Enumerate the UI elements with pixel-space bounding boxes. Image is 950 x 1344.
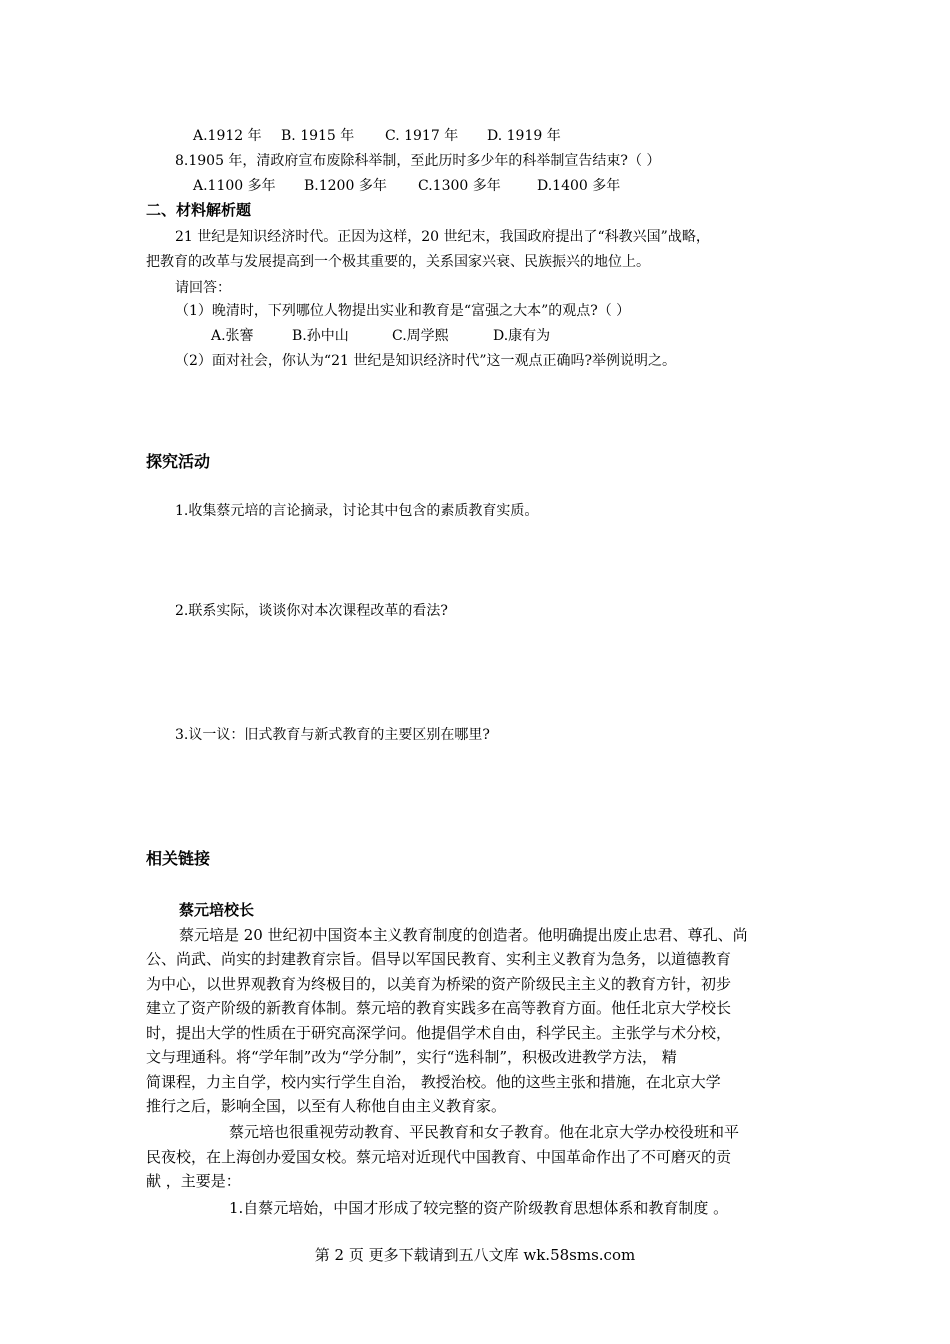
q7-option-a: A.1912 年 (193, 128, 262, 144)
links-line-12: 1.自蔡元培始，中国才形成了较完整的资产阶级教育思想体系和教育制度 。 (229, 1199, 729, 1217)
q7-option-c: C. 1917 年 (385, 128, 459, 144)
q8-option-c: C.1300 多年 (418, 178, 501, 194)
links-line-9: 蔡元培也很重视劳动教育、平民教育和女子教育。他在北京大学办校役班和平 (229, 1123, 740, 1141)
q8-option-d: D.1400 多年 (537, 178, 621, 194)
links-line-4: 建立了资产阶级的新教育体制。蔡元培的教育实践多在高等教育方面。他任北京大学校长 (146, 999, 732, 1017)
links-line-2: 公、尚武、尚实的封建教育宗旨。倡导以军国民教育、实利主义教育为急务，以道德教育 (146, 950, 732, 968)
q8-option-a: A.1100 多年 (193, 178, 276, 194)
sub1-option-b: B.孙中山 (292, 328, 349, 344)
section2-title: 二、材料解析题 (146, 201, 252, 219)
q8-stem: 8.1905 年，清政府宣布废除科举制，至此历时多少年的科举制宣告结束?（ ） (175, 153, 661, 169)
links-line-1: 蔡元培是 20 世纪初中国资本主义教育制度的创造者。他明确提出废止忠君、尊孔、尚 (179, 926, 748, 944)
links-subtitle: 蔡元培校长 (179, 901, 255, 919)
q8-options (193, 177, 620, 195)
explore-item-2: 2.联系实际，谈谈你对本次课程改革的看法? (175, 603, 448, 619)
explore-title: 探究活动 (146, 452, 211, 471)
links-title: 相关链接 (146, 849, 211, 868)
section2-material-line1: 21 世纪是知识经济时代。正因为这样，20 世纪末，我国政府提出了“科教兴国”战略， (175, 229, 710, 245)
sub1-option-d: D.康有为 (493, 328, 551, 344)
sub1-option-c: C.周学熙 (392, 328, 449, 344)
q8-option-b: B.1200 多年 (304, 178, 387, 194)
links-line-3: 为中心，以世界观教育为终极目的，以美育为桥梁的资产阶级民主主义的教育方针，初步 (146, 975, 732, 993)
explore-item-1: 1.收集蔡元培的言论摘录，讨论其中包含的素质教育实质。 (175, 503, 539, 519)
section2-material-line2: 把教育的改革与发展提高到一个极其重要的，关系国家兴衰、民族振兴的地位上。 (146, 254, 650, 270)
section2-prompt: 请回答： (175, 280, 231, 296)
links-line-11: 献 ，主要是： (146, 1172, 241, 1190)
explore-item-3: 3.议一议：旧式教育与新式教育的主要区别在哪里? (175, 727, 490, 743)
links-line-6: 文与理通科。将“学年制”改为“学分制”，实行“选科制”，积极改进教学方法， 精 (146, 1048, 677, 1066)
q7-option-b: B. 1915 年 (281, 128, 355, 144)
section2-sub2: （2）面对社会，你认为“21 世纪是知识经济时代”这一观点正确吗?举例说明之。 (175, 353, 676, 369)
section2-sub1-options (211, 327, 550, 345)
section2-sub1: （1）晚清时，下列哪位人物提出实业和教育是“富强之大本”的观点?（ ） (175, 303, 631, 319)
q7-option-d: D. 1919 年 (487, 128, 561, 144)
links-line-7: 简课程，力主自学，校内实行学生自治， 教授治校。他的这些主张和措施，在北京大学 (146, 1073, 721, 1091)
page-footer: 第 2 页 更多下载请到五八文库 wk.58sms.com (314, 1246, 636, 1264)
links-line-5: 时，提出大学的性质在于研究高深学问。他提倡学术自由，科学民主。主张学与术分校， (146, 1024, 732, 1042)
q7-options (193, 127, 561, 145)
links-line-10: 民夜校，在上海创办爱国女校。蔡元培对近现代中国教育、中国革命作出了不可磨灭的贡 (146, 1148, 732, 1166)
sub1-option-a: A.张謇 (211, 328, 254, 344)
links-line-8: 推行之后，影响全国，以至有人称他自由主义教育家。 (146, 1097, 507, 1115)
